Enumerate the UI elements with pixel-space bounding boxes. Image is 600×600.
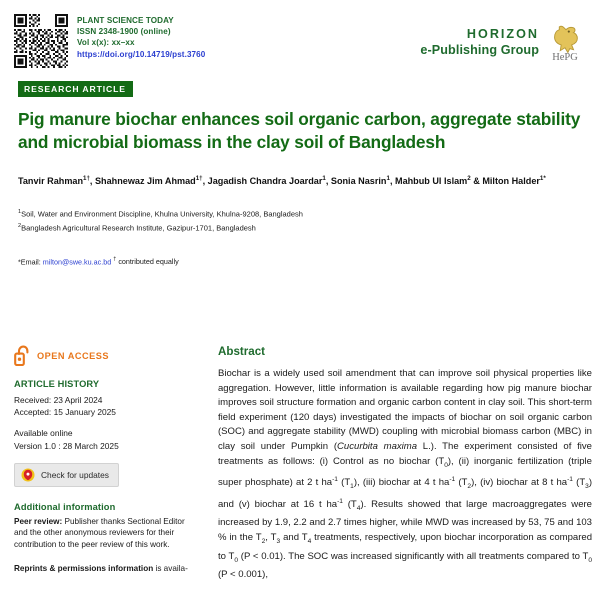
sidebar <box>14 345 206 600</box>
crossmark-icon <box>21 468 35 482</box>
check-for-updates-button[interactable] <box>14 463 119 487</box>
check-for-updates-label: Check for updates <box>41 469 109 480</box>
equal-contribution-note: † contributed equally <box>113 256 179 267</box>
abstract-section <box>206 345 592 600</box>
accepted-date: Accepted: 15 January 2025 <box>14 407 116 418</box>
masthead-text <box>77 14 205 60</box>
qr-code-icon <box>14 14 68 68</box>
journal-issn: ISSN 2348-1900 (online) <box>77 27 171 37</box>
page-title: Pig manure biochar enhances soil organic carbon, aggregate stability and microbial biomass in the clay soil of Bangladesh <box>18 109 581 152</box>
article-type-badge: RESEARCH ARTICLE <box>18 81 133 97</box>
article-history <box>14 379 194 452</box>
version-info: Version 1.0 : 28 March 2025 <box>14 440 119 451</box>
open-access-banner <box>14 345 194 366</box>
hepg-logo-text: HePG <box>552 52 578 63</box>
history-dates <box>14 394 194 418</box>
corresponding-email <box>18 257 584 266</box>
email-label: *Email: <box>18 257 41 267</box>
hepg-logo-icon <box>546 23 584 63</box>
author-list: Tanvir Rahman$^{1\dagger}$, Shahnewaz Jim Ahmad$^{1\dagger}$, Jagadish Chandra Joardar$^1$, Sonia Nasrin$^1$, Mahbub Ul Islam$^2$ & Milton Halder$^{1*}$ <box>18 175 546 187</box>
journal-name: PLANT SCIENCE TODAY <box>77 16 174 25</box>
masthead <box>14 14 588 68</box>
publisher-name-line2: e-Publishing Group <box>420 43 539 57</box>
peer-review-note: Peer review: Publisher thanks Sectional Editor and the other anonymous reviewers for their contribution to the peer review of this work. <box>14 516 185 549</box>
email-address[interactable]: milton@swe.ku.ac.bd <box>42 257 112 267</box>
open-access-label: OPEN ACCESS <box>37 350 110 361</box>
affiliation-item: $^2$Bangladesh Agricultural Research Institute, Gazipur-1701, Bangladesh <box>18 223 256 233</box>
journal-volume: Vol x(x): xx–xx <box>77 38 135 48</box>
open-lock-icon <box>14 345 31 366</box>
additional-information <box>14 502 194 574</box>
received-date: Received: 23 April 2024 <box>14 395 103 405</box>
availability <box>14 427 194 451</box>
affiliations <box>18 206 584 235</box>
masthead-left <box>14 14 205 68</box>
affiliation-item: $^1$Soil, Water and Environment Discipline, Khulna University, Khulna-9208, Bangladesh <box>18 208 303 219</box>
reprints-note: Reprints & permissions information is availa- <box>14 563 188 573</box>
doi-link[interactable]: https://doi.org/10.14719/pst.3760 <box>77 49 206 59</box>
publisher-name-line1: HORIZON <box>466 27 539 42</box>
abstract-heading: Abstract <box>218 345 266 358</box>
available-online-label: Available online <box>14 428 73 439</box>
abstract-text: Biochar is a widely used soil amendment that can improve soil physical properties like aggregation. However, little information is available regarding how pig manure biochar improves soil structure formation and organic carbon content in clay soil. This short-term field experiment (120 days) investigated the impacts of biochar on soil organic carbon (SOC) and aggregate stability (MWD) coupling with microbial biomass carbon (MBC) in clay soil under Pumpkin (Cucurbita maxima L.). The experiment consisted of five treatments as follows: (i) Control as no biochar $(T_0)$, (ii) inorganic fertilization (triple super phosphate) at 2 t $ha^{-1}$ $(T_1)$, (iii) biochar at 4 t $ha^{-1}$ $(T_2)$, (iv) biochar at 8 t $ha^{-1}$ $(T_3)$ and (v) biochar at 16 t $ha^{-1}$ $(T_4)$. Results showed that large macroaggregates were increased by 1.9, 2.2 and 2.7 times higher, while MWD was increased by 53, 75 and 103 % in the $T_2$, $T_3$ and $T_4$ treatments, respectively, upon biochar incorporation as compared to $T_0$ (P < 0.01). The SOC was increased significantly with all treatments compared to $T_0$ (P < 0.001), <box>218 368 593 580</box>
content-columns <box>14 345 592 600</box>
additional-information-heading: Additional information <box>14 501 116 512</box>
publisher-branding <box>420 14 588 63</box>
article-history-heading: ARTICLE HISTORY <box>14 379 100 389</box>
